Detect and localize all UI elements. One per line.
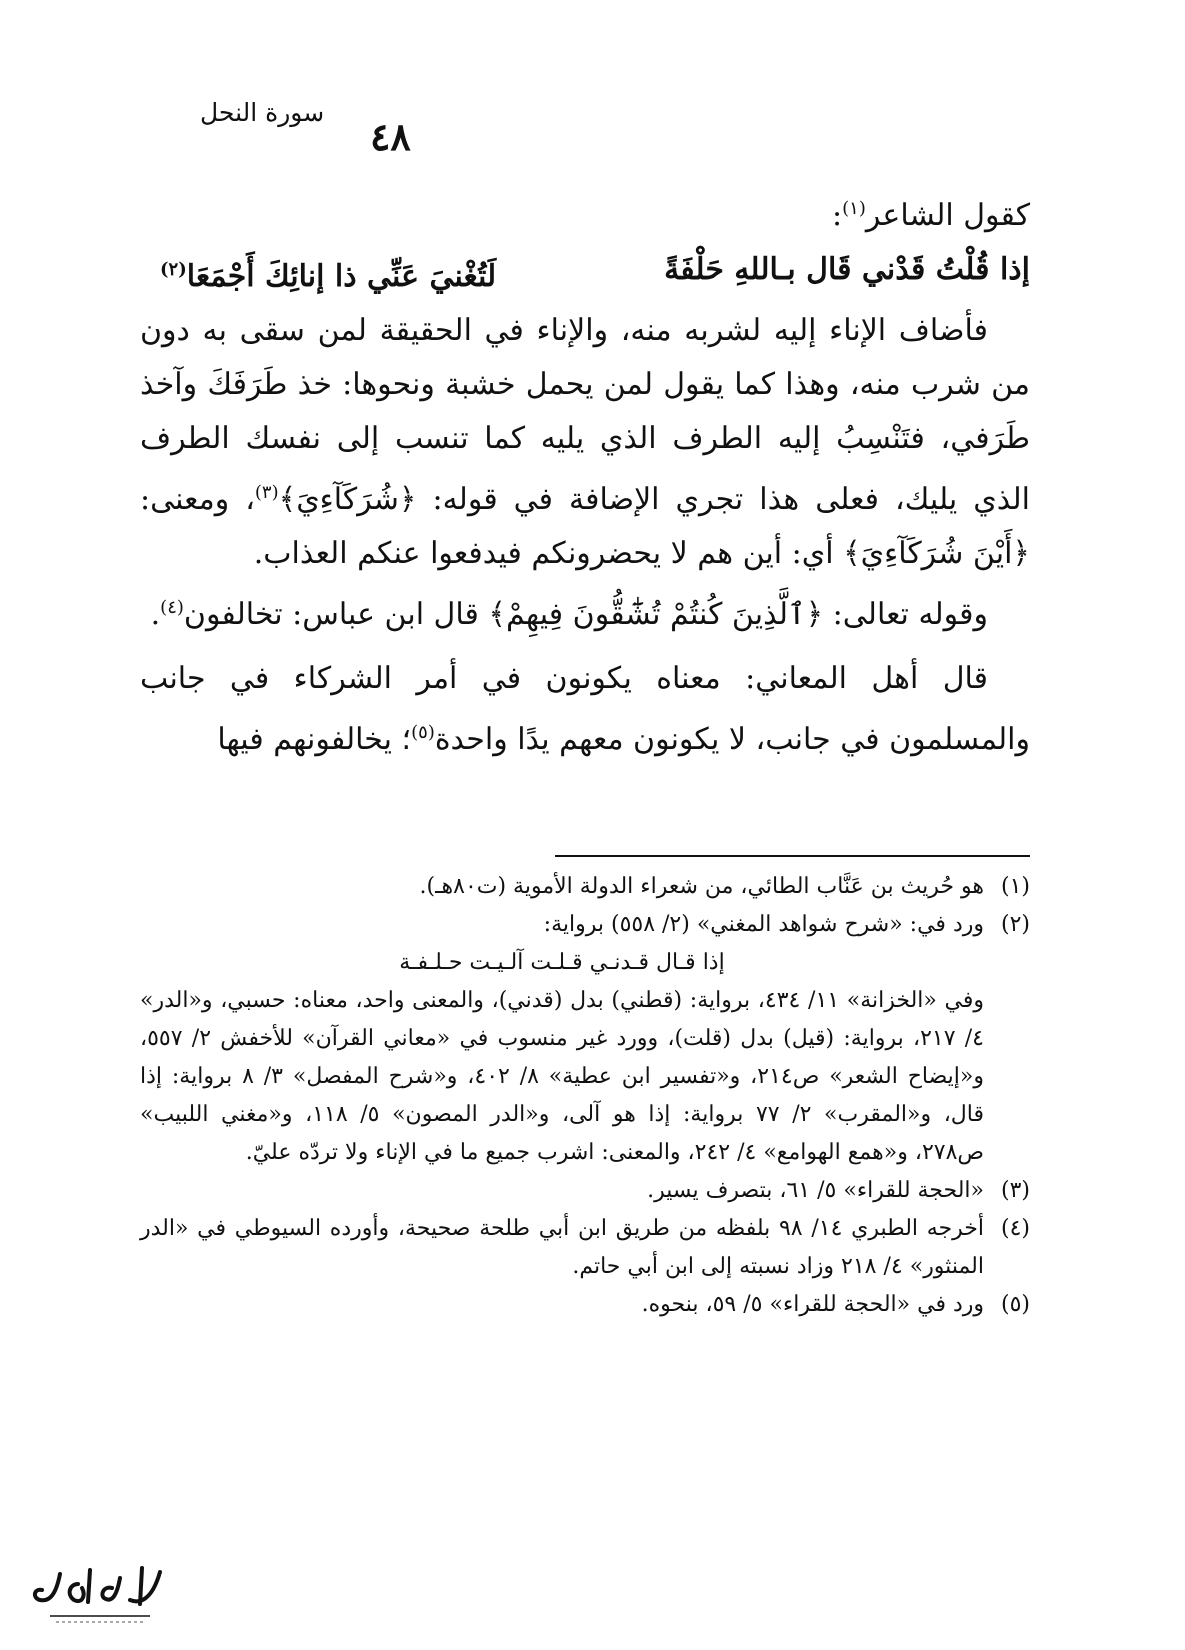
footnotes <box>140 868 1030 1324</box>
footnote-number: (٤) <box>1000 1216 1030 1241</box>
surah-title: سورة النحل <box>200 98 325 127</box>
footnote-ref-4: (٤) <box>160 597 184 618</box>
publisher-logo <box>20 1560 170 1630</box>
intro-line <box>140 182 1030 243</box>
paragraph-3-tail: ؛ يخالفونهم فيها <box>217 722 412 757</box>
verse-second-text: لَتُغْنيَ عَنِّي ذا إنائِكَ أَجْمَعَا <box>186 259 497 294</box>
footnote-text: «الحجة للقراء» ٥/ ٦١، بتصرف يسير. <box>647 1178 984 1203</box>
footnote-text: هو حُريث بن عَنَّاب الطائي، من شعراء الدولة الأموية (ت٨٠هـ). <box>419 874 984 899</box>
paragraph-1-tail: ، ومعنى: ﴿أَيْنَ شُرَكَآءِيَ﴾ أي: أين هم لا يحضرونكم فيدفعوا عنكم العذاب. <box>140 482 1030 571</box>
page-number: ٤٨ <box>370 114 411 159</box>
footnote-ref-2: (٢) <box>160 259 187 280</box>
footnote-2-continuation: وفي «الخزانة» ١١/ ٤٣٤، برواية: (قطني) بدل (قدني)، والمعنى واحد، معناه: حسبي، و«الدر» ٤/ ٢١٧، برواية: (قيل) بدل (قلت)، وورد غير منسوب في «معاني القرآن» للأخفش ٢/ ٥٥٧، و«إيضاح الشعر» ص٢١٤، و«تفسير ابن عطية» ٨/ ٤٠٢، و«شرح المفصل» ٣/ ٨ برواية: إذا قال، و«المقرب» ٢/ ٧٧ برواية: إذا هو آلى، و«الدر المصون» ٥/ ١١٨، و«مغني اللبيب» ص٢٧٨، و«همع الهوامع» ٤/ ٢٤٢، والمعنى: اشرب جميع ما في الإناء ولا تردّه عليّ. <box>140 988 985 1165</box>
main-text <box>140 182 1030 767</box>
paragraph-3-text: قال أهل المعاني: معناه يكونون في أمر الشركاء في جانب والمسلمون في جانب، لا يكونون معهم يدًا واحدة <box>140 661 1030 757</box>
footnote-text: ورد في «الحجة للقراء» ٥/ ٥٩، بنحوه. <box>641 1292 984 1317</box>
paragraph-1 <box>140 304 1030 581</box>
footnote-number: (٥) <box>1000 1292 1030 1317</box>
footnote-ref-3: (٣) <box>254 482 279 503</box>
footnote-number: (١) <box>1000 874 1030 899</box>
paragraph-1-text: فأضاف الإناء إليه لشربه منه، والإناء في الحقيقة لمن سقى به دون من شرب منه، وهذا كما يقول لمن يحمل خشبة ونحوها: خذ طَرَفَكَ وآخذ طَرَفي، فتَنْسِبُ إليه الطرف الذي يليه كما تنسب إلى نفسك الطرف الذي يليك، فعلى هذا تجري الإضافة في قوله: ﴿شُرَكَآءِيَ﴾ <box>140 313 1030 517</box>
footnote-number: (٢) <box>1000 912 1030 937</box>
footnote-4 <box>140 1210 1030 1286</box>
footnote-text: أخرجه الطبري ١٤/ ٩٨ بلفظه من طريق ابن أبي طلحة صحيحة، وأورده السيوطي في «الدر المنثور» ٤/ ٢١٨ وزاد نسبته إلى ابن أبي حاتم. <box>140 1216 984 1279</box>
poem-verse <box>160 243 1030 304</box>
footnote-ref-5: (٥) <box>411 722 435 743</box>
paragraph-3 <box>140 652 1030 767</box>
footnote-2 <box>140 906 1030 944</box>
verse-second-hemistich <box>160 243 496 304</box>
footnote-2-verse: إذا قـال قـدنـي قـلـت آلـيـت حـلـفـة <box>399 950 725 975</box>
footnote-5 <box>140 1286 1030 1324</box>
footnote-3 <box>140 1172 1030 1210</box>
footnote-1 <box>140 868 1030 906</box>
page-header <box>130 98 1030 158</box>
paragraph-2-tail: . <box>150 597 161 632</box>
paragraph-2-text: وقوله تعالى: ﴿ٱلَّذِينَ كُنتُمْ تُشَٰٓقُّونَ فِيهِمْ﴾ قال ابن عباس: تخالفون <box>183 597 988 632</box>
intro-text: كقول الشاعر <box>865 198 1030 233</box>
footnote-ref-1: (١) <box>842 198 866 219</box>
footnote-separator <box>555 855 1030 857</box>
footnote-text: ورد في: «شرح شواهد المغني» (٢/ ٥٥٨) برواية: <box>543 912 984 937</box>
intro-tail: : <box>832 198 843 233</box>
footnote-number: (٣) <box>1000 1178 1030 1203</box>
paragraph-2 <box>140 581 1030 642</box>
verse-first-hemistich: إذا قُلْتُ قَدْني قَال بـاللهِ حَلْفَةً <box>664 252 1030 287</box>
